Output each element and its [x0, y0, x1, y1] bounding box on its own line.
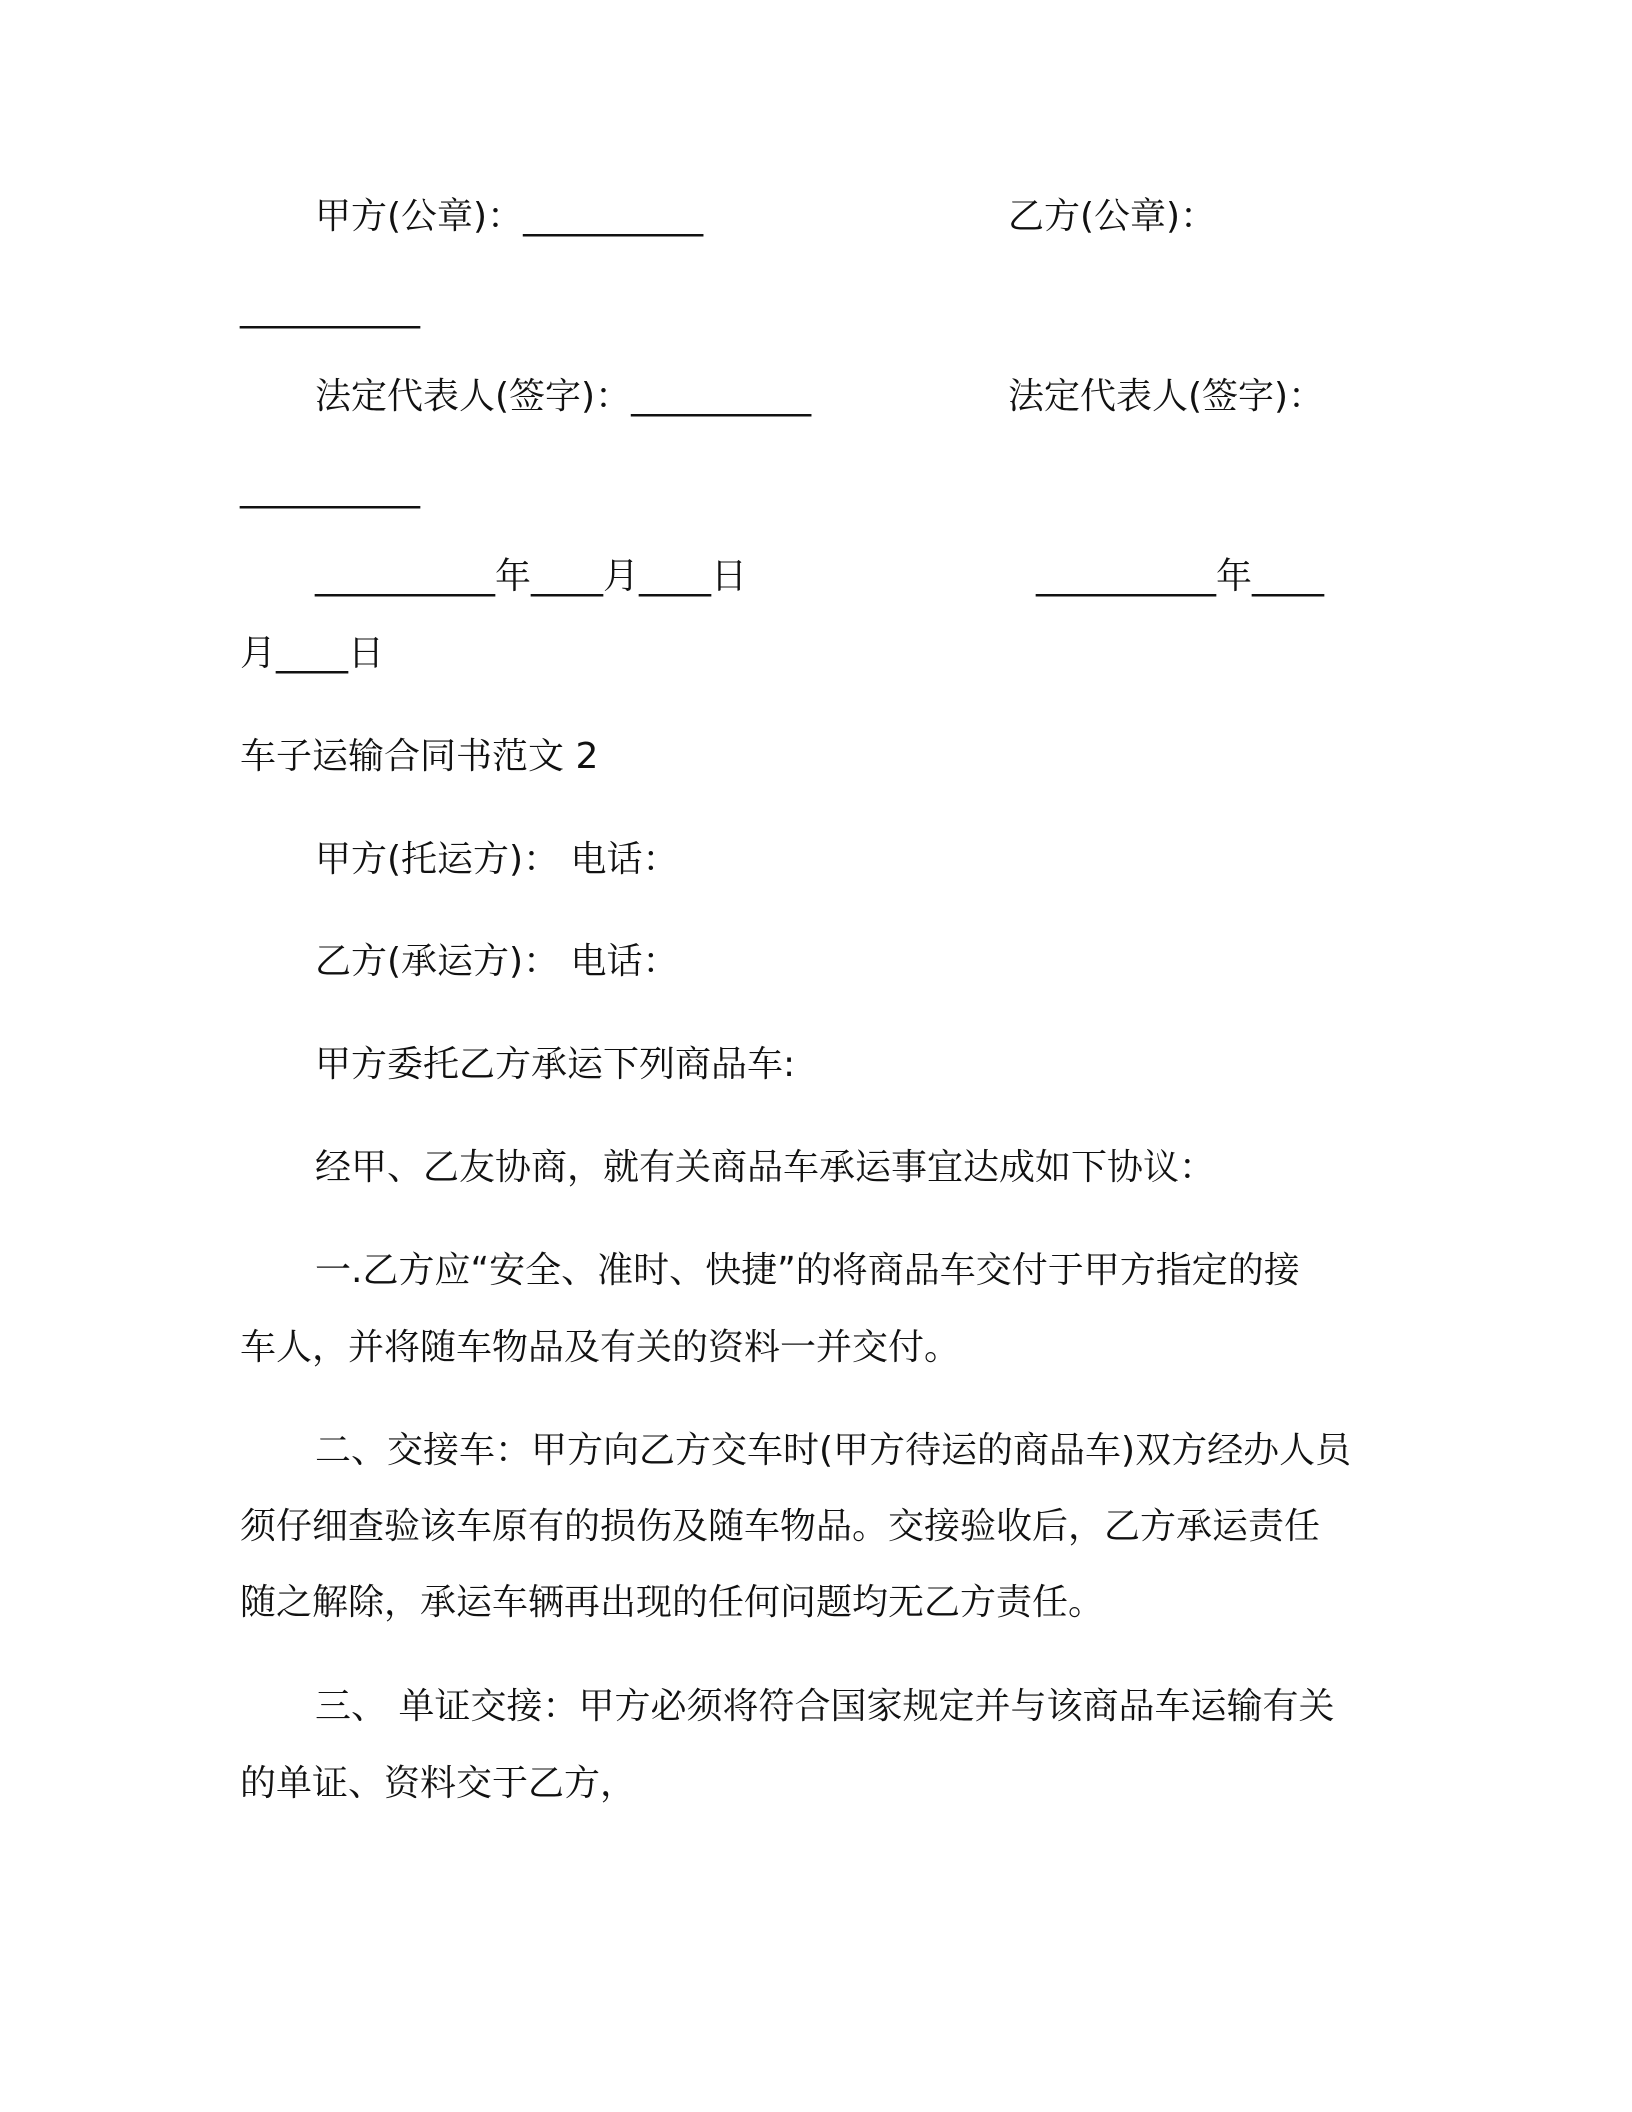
clause-2-line-1: 二、交接车：甲方向乙方交车时(甲方待运的商品车)双方经办人员 — [315, 1430, 1352, 1471]
party-b-date-cont: 月____日 — [240, 633, 385, 674]
party-a-date-line: __________年____月____日 — [315, 556, 747, 597]
clause-3-line-1: 三、 单证交接：甲方必须将符合国家规定并与该商品车运输有关 — [315, 1686, 1335, 1727]
clause-3-line-2: 的单证、资料交于乙方， — [240, 1763, 637, 1804]
entrust-line: 甲方委托乙方承运下列商品车: — [315, 1044, 796, 1085]
document-title: 车子运输合同书范文 2 — [240, 736, 599, 777]
party-b-rep-line: 法定代表人(签字)： — [1008, 376, 1325, 417]
party-a-rep-line: 法定代表人(签字)：__________ — [315, 376, 812, 417]
party-a-line: 甲方(托运方)： 电话： — [315, 839, 679, 880]
party-b-seal-line: 乙方(公章)： — [1008, 196, 1217, 237]
clause-1-line-2: 车人，并将随车物品及有关的资料一并交付。 — [240, 1327, 961, 1368]
party-b-date-line: __________年____ — [1036, 556, 1324, 597]
clause-2-line-3: 随之解除，承运车辆再出现的任何问题均无乙方责任。 — [240, 1582, 1105, 1623]
clause-1-line-1: 一.乙方应“安全、准时、快捷”的将商品车交付于甲方指定的接 — [315, 1250, 1300, 1291]
agreement-line: 经甲、乙友协商，就有关商品车承运事宜达成如下协议： — [315, 1147, 1216, 1188]
party-a-seal-line: 甲方(公章)：__________ — [315, 196, 704, 237]
clause-2-line-2: 须仔细查验该车原有的损伤及随车物品。交接验收后，乙方承运责任 — [240, 1506, 1321, 1547]
party-b-line: 乙方(承运方)： 电话： — [315, 941, 679, 982]
party-b-seal-blank: __________ — [240, 288, 420, 329]
party-b-rep-blank: __________ — [240, 468, 420, 509]
